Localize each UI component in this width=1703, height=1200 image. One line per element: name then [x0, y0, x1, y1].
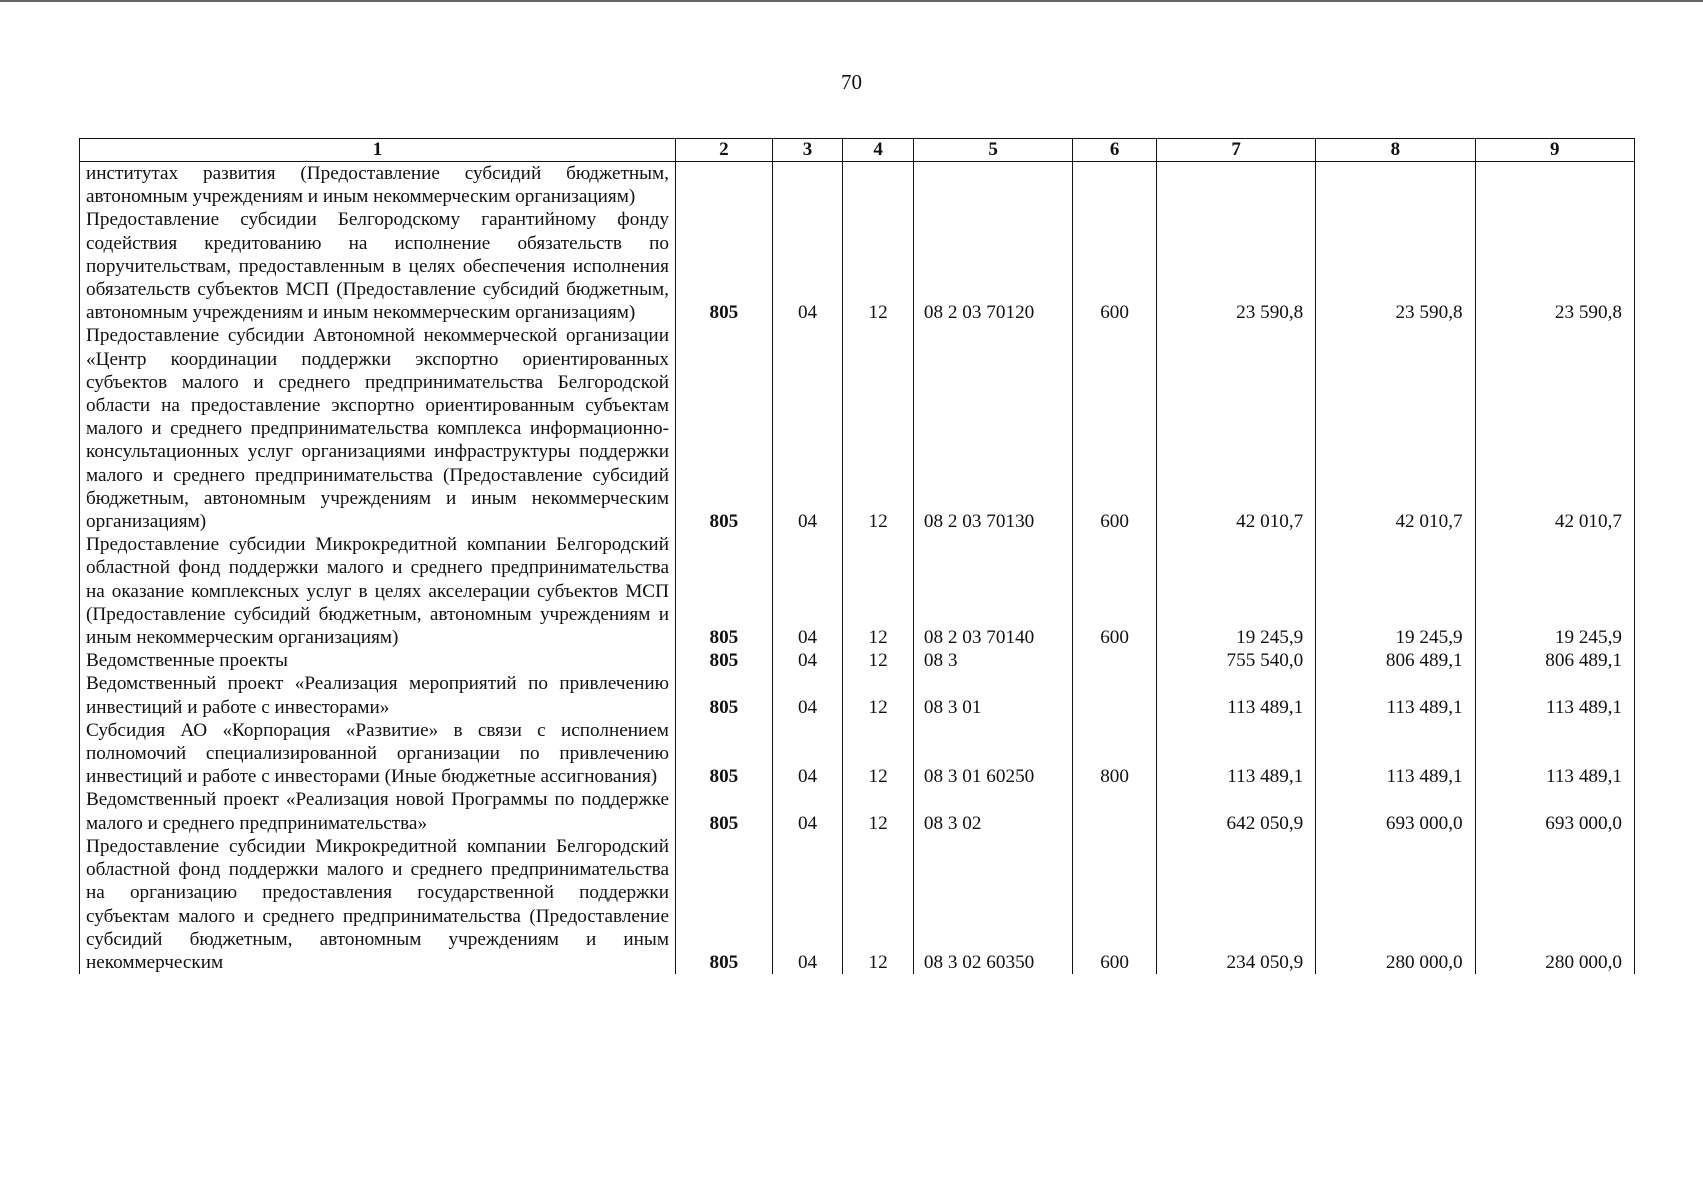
amount-col9: 113 489,1 — [1475, 672, 1634, 718]
row-description: Предоставление субсидии Белгородскому гарантийному фонду содействия кредитованию на исполнение обязательств по поручительствам, предоставленным в целях обеспечения исполнения обязательств субъектов МСП (Предоставление субсидий бюджетным, автономным учреждениям и иным некоммерческим организациям) — [80, 208, 676, 324]
ministry-code: 805 — [675, 208, 772, 324]
amount-col8 — [1316, 162, 1475, 209]
column-header: 7 — [1156, 139, 1315, 162]
amount-col7: 113 489,1 — [1156, 672, 1315, 718]
subsection-code: 12 — [843, 324, 914, 533]
table-row — [80, 788, 1635, 834]
subsection-code — [843, 162, 914, 209]
page-number: 70 — [841, 70, 862, 94]
expense-type-code: 600 — [1073, 835, 1157, 974]
row-description: Ведомственный проект «Реализация мероприятий по привлечению инвестиций и работе с инвесторами» — [80, 672, 676, 718]
target-article-code: 08 2 03 70130 — [913, 324, 1072, 533]
expense-type-code — [1073, 162, 1157, 209]
column-header: 6 — [1073, 139, 1157, 162]
amount-col8: 19 245,9 — [1316, 533, 1475, 649]
amount-col8: 806 489,1 — [1316, 649, 1475, 672]
row-description: Субсидия АО «Корпорация «Развитие» в связи с исполнением полномочий специализированной организации по привлечению инвестиций и работе с инвесторами (Иные бюджетные ассигнования) — [80, 719, 676, 789]
budget-table — [79, 138, 1635, 974]
amount-col8: 42 010,7 — [1316, 324, 1475, 533]
scan-top-edge — [0, 0, 1703, 2]
ministry-code: 805 — [675, 788, 772, 834]
column-header: 2 — [675, 139, 772, 162]
amount-col8: 113 489,1 — [1316, 672, 1475, 718]
amount-col7: 113 489,1 — [1156, 719, 1315, 789]
expense-type-code: 600 — [1073, 208, 1157, 324]
amount-col7 — [1156, 162, 1315, 209]
ministry-code: 805 — [675, 533, 772, 649]
amount-col7: 42 010,7 — [1156, 324, 1315, 533]
column-header: 5 — [913, 139, 1072, 162]
row-description: Ведомственные проекты — [80, 649, 676, 672]
header-row — [80, 139, 1635, 162]
target-article-code: 08 2 03 70140 — [913, 533, 1072, 649]
target-article-code: 08 3 02 60350 — [913, 835, 1072, 974]
subsection-code: 12 — [843, 719, 914, 789]
amount-col9: 280 000,0 — [1475, 835, 1634, 974]
expense-type-code: 600 — [1073, 324, 1157, 533]
table-row — [80, 649, 1635, 672]
subsection-code: 12 — [843, 208, 914, 324]
row-description: институтах развития (Предоставление субсидий бюджетным, автономным учреждениям и иным некоммерческим организациям) — [80, 162, 676, 209]
column-header: 8 — [1316, 139, 1475, 162]
ministry-code: 805 — [675, 719, 772, 789]
expense-type-code: 600 — [1073, 533, 1157, 649]
table-row — [80, 835, 1635, 974]
section-code: 04 — [772, 672, 843, 718]
section-code: 04 — [772, 788, 843, 834]
row-description: Предоставление субсидии Микрокредитной компании Белгородский областной фонд поддержки малого и среднего предпринимательства на оказание комплексных услуг в целях акселерации субъектов МСП (Предоставление субсидий бюджетным, автономным учреждениям и иным некоммерческим организациям) — [80, 533, 676, 649]
section-code: 04 — [772, 324, 843, 533]
amount-col7: 755 540,0 — [1156, 649, 1315, 672]
ministry-code: 805 — [675, 835, 772, 974]
table-row — [80, 324, 1635, 533]
amount-col7: 234 050,9 — [1156, 835, 1315, 974]
column-header: 3 — [772, 139, 843, 162]
column-header: 9 — [1475, 139, 1634, 162]
target-article-code: 08 3 01 — [913, 672, 1072, 718]
amount-col8: 23 590,8 — [1316, 208, 1475, 324]
subsection-code: 12 — [843, 672, 914, 718]
expense-type-code: 800 — [1073, 719, 1157, 789]
amount-col9: 113 489,1 — [1475, 719, 1634, 789]
section-code: 04 — [772, 835, 843, 974]
column-header: 4 — [843, 139, 914, 162]
expense-type-code — [1073, 672, 1157, 718]
ministry-code: 805 — [675, 324, 772, 533]
expense-type-code — [1073, 788, 1157, 834]
amount-col8: 693 000,0 — [1316, 788, 1475, 834]
table-row — [80, 672, 1635, 718]
target-article-code: 08 3 — [913, 649, 1072, 672]
expense-type-code — [1073, 649, 1157, 672]
amount-col7: 19 245,9 — [1156, 533, 1315, 649]
amount-col9: 806 489,1 — [1475, 649, 1634, 672]
table-row — [80, 162, 1635, 209]
amount-col9: 19 245,9 — [1475, 533, 1634, 649]
subsection-code: 12 — [843, 649, 914, 672]
amount-col7: 23 590,8 — [1156, 208, 1315, 324]
section-code: 04 — [772, 533, 843, 649]
row-description: Предоставление субсидии Автономной некоммерческой организации «Центр координации поддержки экспортно ориентированных субъектов малого и среднего предпринимательства Белгородской области на предоставление экспортно ориентированным субъектам малого и среднего предпринимательства комплекса информационно-консультационных услуг организациями инфраструктуры поддержки малого и среднего предпринимательства (Предоставление субсидий бюджетным, автономным учреждениям и иным некоммерческим организациям) — [80, 324, 676, 533]
subsection-code: 12 — [843, 788, 914, 834]
target-article-code: 08 3 01 60250 — [913, 719, 1072, 789]
column-header: 1 — [80, 139, 676, 162]
subsection-code: 12 — [843, 835, 914, 974]
amount-col7: 642 050,9 — [1156, 788, 1315, 834]
ministry-code — [675, 162, 772, 209]
subsection-code: 12 — [843, 533, 914, 649]
table-row — [80, 719, 1635, 789]
ministry-code: 805 — [675, 649, 772, 672]
amount-col8: 113 489,1 — [1316, 719, 1475, 789]
target-article-code — [913, 162, 1072, 209]
section-code — [772, 162, 843, 209]
section-code: 04 — [772, 649, 843, 672]
amount-col9: 693 000,0 — [1475, 788, 1634, 834]
table-row — [80, 533, 1635, 649]
amount-col8: 280 000,0 — [1316, 835, 1475, 974]
target-article-code: 08 3 02 — [913, 788, 1072, 834]
amount-col9: 23 590,8 — [1475, 208, 1634, 324]
section-code: 04 — [772, 719, 843, 789]
amount-col9 — [1475, 162, 1634, 209]
row-description: Ведомственный проект «Реализация новой Программы по поддержке малого и среднего предпринимательства» — [80, 788, 676, 834]
table-row — [80, 208, 1635, 324]
section-code: 04 — [772, 208, 843, 324]
target-article-code: 08 2 03 70120 — [913, 208, 1072, 324]
ministry-code: 805 — [675, 672, 772, 718]
amount-col9: 42 010,7 — [1475, 324, 1634, 533]
row-description: Предоставление субсидии Микрокредитной компании Белгородский областной фонд поддержки малого и среднего предпринимательства на организацию предоставления государственной поддержки субъектам малого и среднего предпринимательства (Предоставление субсидий бюджетным, автономным учреждениям и иным некоммерческим — [80, 835, 676, 974]
